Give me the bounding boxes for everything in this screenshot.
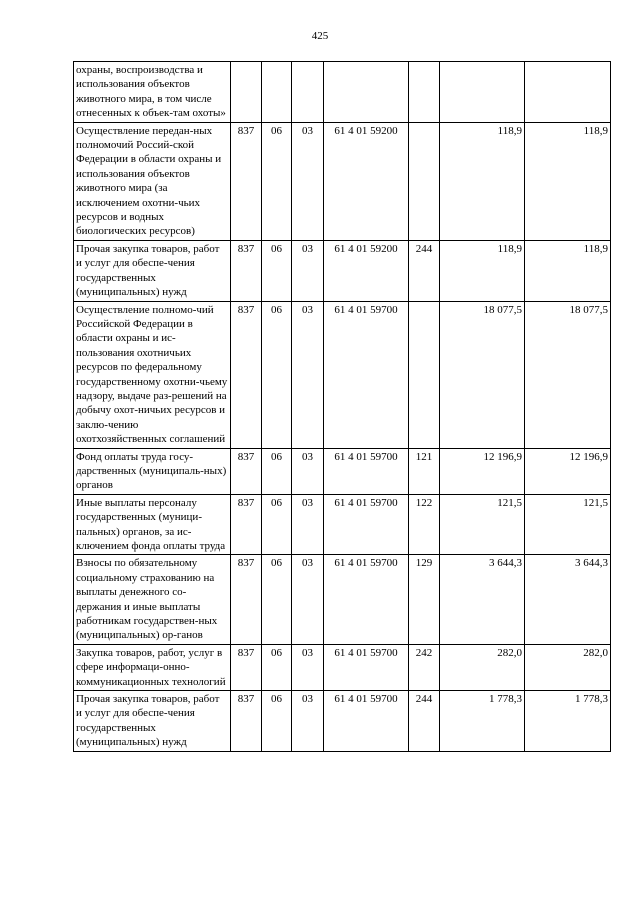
vr-code-cell [409,301,440,448]
vr-code-cell: 244 [409,691,440,752]
vr-code-cell: 121 [409,448,440,494]
sum-1-cell: 121,5 [440,494,525,555]
table-row [74,494,611,555]
vr-code-cell: 242 [409,644,440,690]
vr-code-cell: 129 [409,555,440,644]
rz-code-cell: 06 [262,240,292,301]
row-name-cell: Осуществление полномо-чий Российской Федерации в области охраны и ис-пользования охотничьих ресурсов по федеральному государственному охотни-чьему надзору, выдаче раз-решений на добычу охот-ничьих ресурсов и заклю-чению охотхозяйственных соглашений [74,301,231,448]
row-name-cell: Взносы по обязательному социальному страхованию на выплаты денежного со-держания и иные выплаты работникам государствен-ных (муниципальных) ор-ганов [74,555,231,644]
row-name-cell: охраны, воспроизводства и использования объектов животного мира, в том числе отнесенных к объек-там охоты» [74,62,231,123]
sum-1-cell: 12 196,9 [440,448,525,494]
sum-2-cell [525,62,611,123]
gr-code-cell: 837 [231,448,262,494]
sum-2-cell: 18 077,5 [525,301,611,448]
sum-1-cell: 118,9 [440,240,525,301]
csr-code-cell: 61 4 01 59200 [324,122,409,240]
pr-code-cell: 03 [292,122,324,240]
row-name-cell: Прочая закупка товаров, работ и услуг для обеспе-чения государственных (муниципальных) нужд [74,240,231,301]
sum-2-cell: 3 644,3 [525,555,611,644]
sum-1-cell [440,62,525,123]
csr-code-cell [324,62,409,123]
table-row [74,240,611,301]
table-row [74,122,611,240]
sum-2-cell: 121,5 [525,494,611,555]
gr-code-cell: 837 [231,122,262,240]
gr-code-cell: 837 [231,555,262,644]
table-row [74,555,611,644]
row-name-cell: Закупка товаров, работ, услуг в сфере информаци-онно-коммуникационных технологий [74,644,231,690]
csr-code-cell: 61 4 01 59700 [324,494,409,555]
page-number: 425 [311,30,329,42]
pr-code-cell: 03 [292,240,324,301]
pr-code-cell: 03 [292,555,324,644]
gr-code-cell: 837 [231,644,262,690]
sum-1-cell: 282,0 [440,644,525,690]
table-row [74,644,611,690]
csr-code-cell: 61 4 01 59700 [324,301,409,448]
vr-code-cell: 122 [409,494,440,555]
pr-code-cell: 03 [292,644,324,690]
sum-2-cell: 282,0 [525,644,611,690]
csr-code-cell: 61 4 01 59700 [324,555,409,644]
csr-code-cell: 61 4 01 59700 [324,644,409,690]
table-row [74,448,611,494]
gr-code-cell [231,62,262,123]
pr-code-cell: 03 [292,691,324,752]
rz-code-cell: 06 [262,494,292,555]
rz-code-cell: 06 [262,691,292,752]
pr-code-cell: 03 [292,448,324,494]
pr-code-cell: 03 [292,301,324,448]
row-name-cell: Иные выплаты персоналу государственных (муници-пальных) органов, за ис-ключением фонда оплаты труда [74,494,231,555]
sum-2-cell: 1 778,3 [525,691,611,752]
vr-code-cell [409,122,440,240]
row-name-cell: Прочая закупка товаров, работ и услуг для обеспе-чения государственных (муниципальных) нужд [74,691,231,752]
sum-1-cell: 1 778,3 [440,691,525,752]
rz-code-cell: 06 [262,301,292,448]
rz-code-cell: 06 [262,122,292,240]
pr-code-cell: 03 [292,494,324,555]
rz-code-cell [262,62,292,123]
sum-1-cell: 18 077,5 [440,301,525,448]
gr-code-cell: 837 [231,691,262,752]
table-row [74,62,611,123]
sum-2-cell: 118,9 [525,240,611,301]
sum-2-cell: 12 196,9 [525,448,611,494]
gr-code-cell: 837 [231,494,262,555]
rz-code-cell: 06 [262,555,292,644]
csr-code-cell: 61 4 01 59200 [324,240,409,301]
sum-2-cell: 118,9 [525,122,611,240]
rz-code-cell: 06 [262,644,292,690]
sum-1-cell: 3 644,3 [440,555,525,644]
gr-code-cell: 837 [231,240,262,301]
rz-code-cell: 06 [262,448,292,494]
row-name-cell: Осуществление передан-ных полномочий Россий-ской Федерации в области охраны и использования объектов животного мира (за исключением охотни-чьих ресурсов и водных биологических ресурсов) [74,122,231,240]
table-row [74,691,611,752]
csr-code-cell: 61 4 01 59700 [324,691,409,752]
vr-code-cell: 244 [409,240,440,301]
csr-code-cell: 61 4 01 59700 [324,448,409,494]
gr-code-cell: 837 [231,301,262,448]
vr-code-cell [409,62,440,123]
sum-1-cell: 118,9 [440,122,525,240]
table-row [74,301,611,448]
pr-code-cell [292,62,324,123]
budget-table [73,61,611,752]
row-name-cell: Фонд оплаты труда госу-дарственных (муниципаль-ных) органов [74,448,231,494]
